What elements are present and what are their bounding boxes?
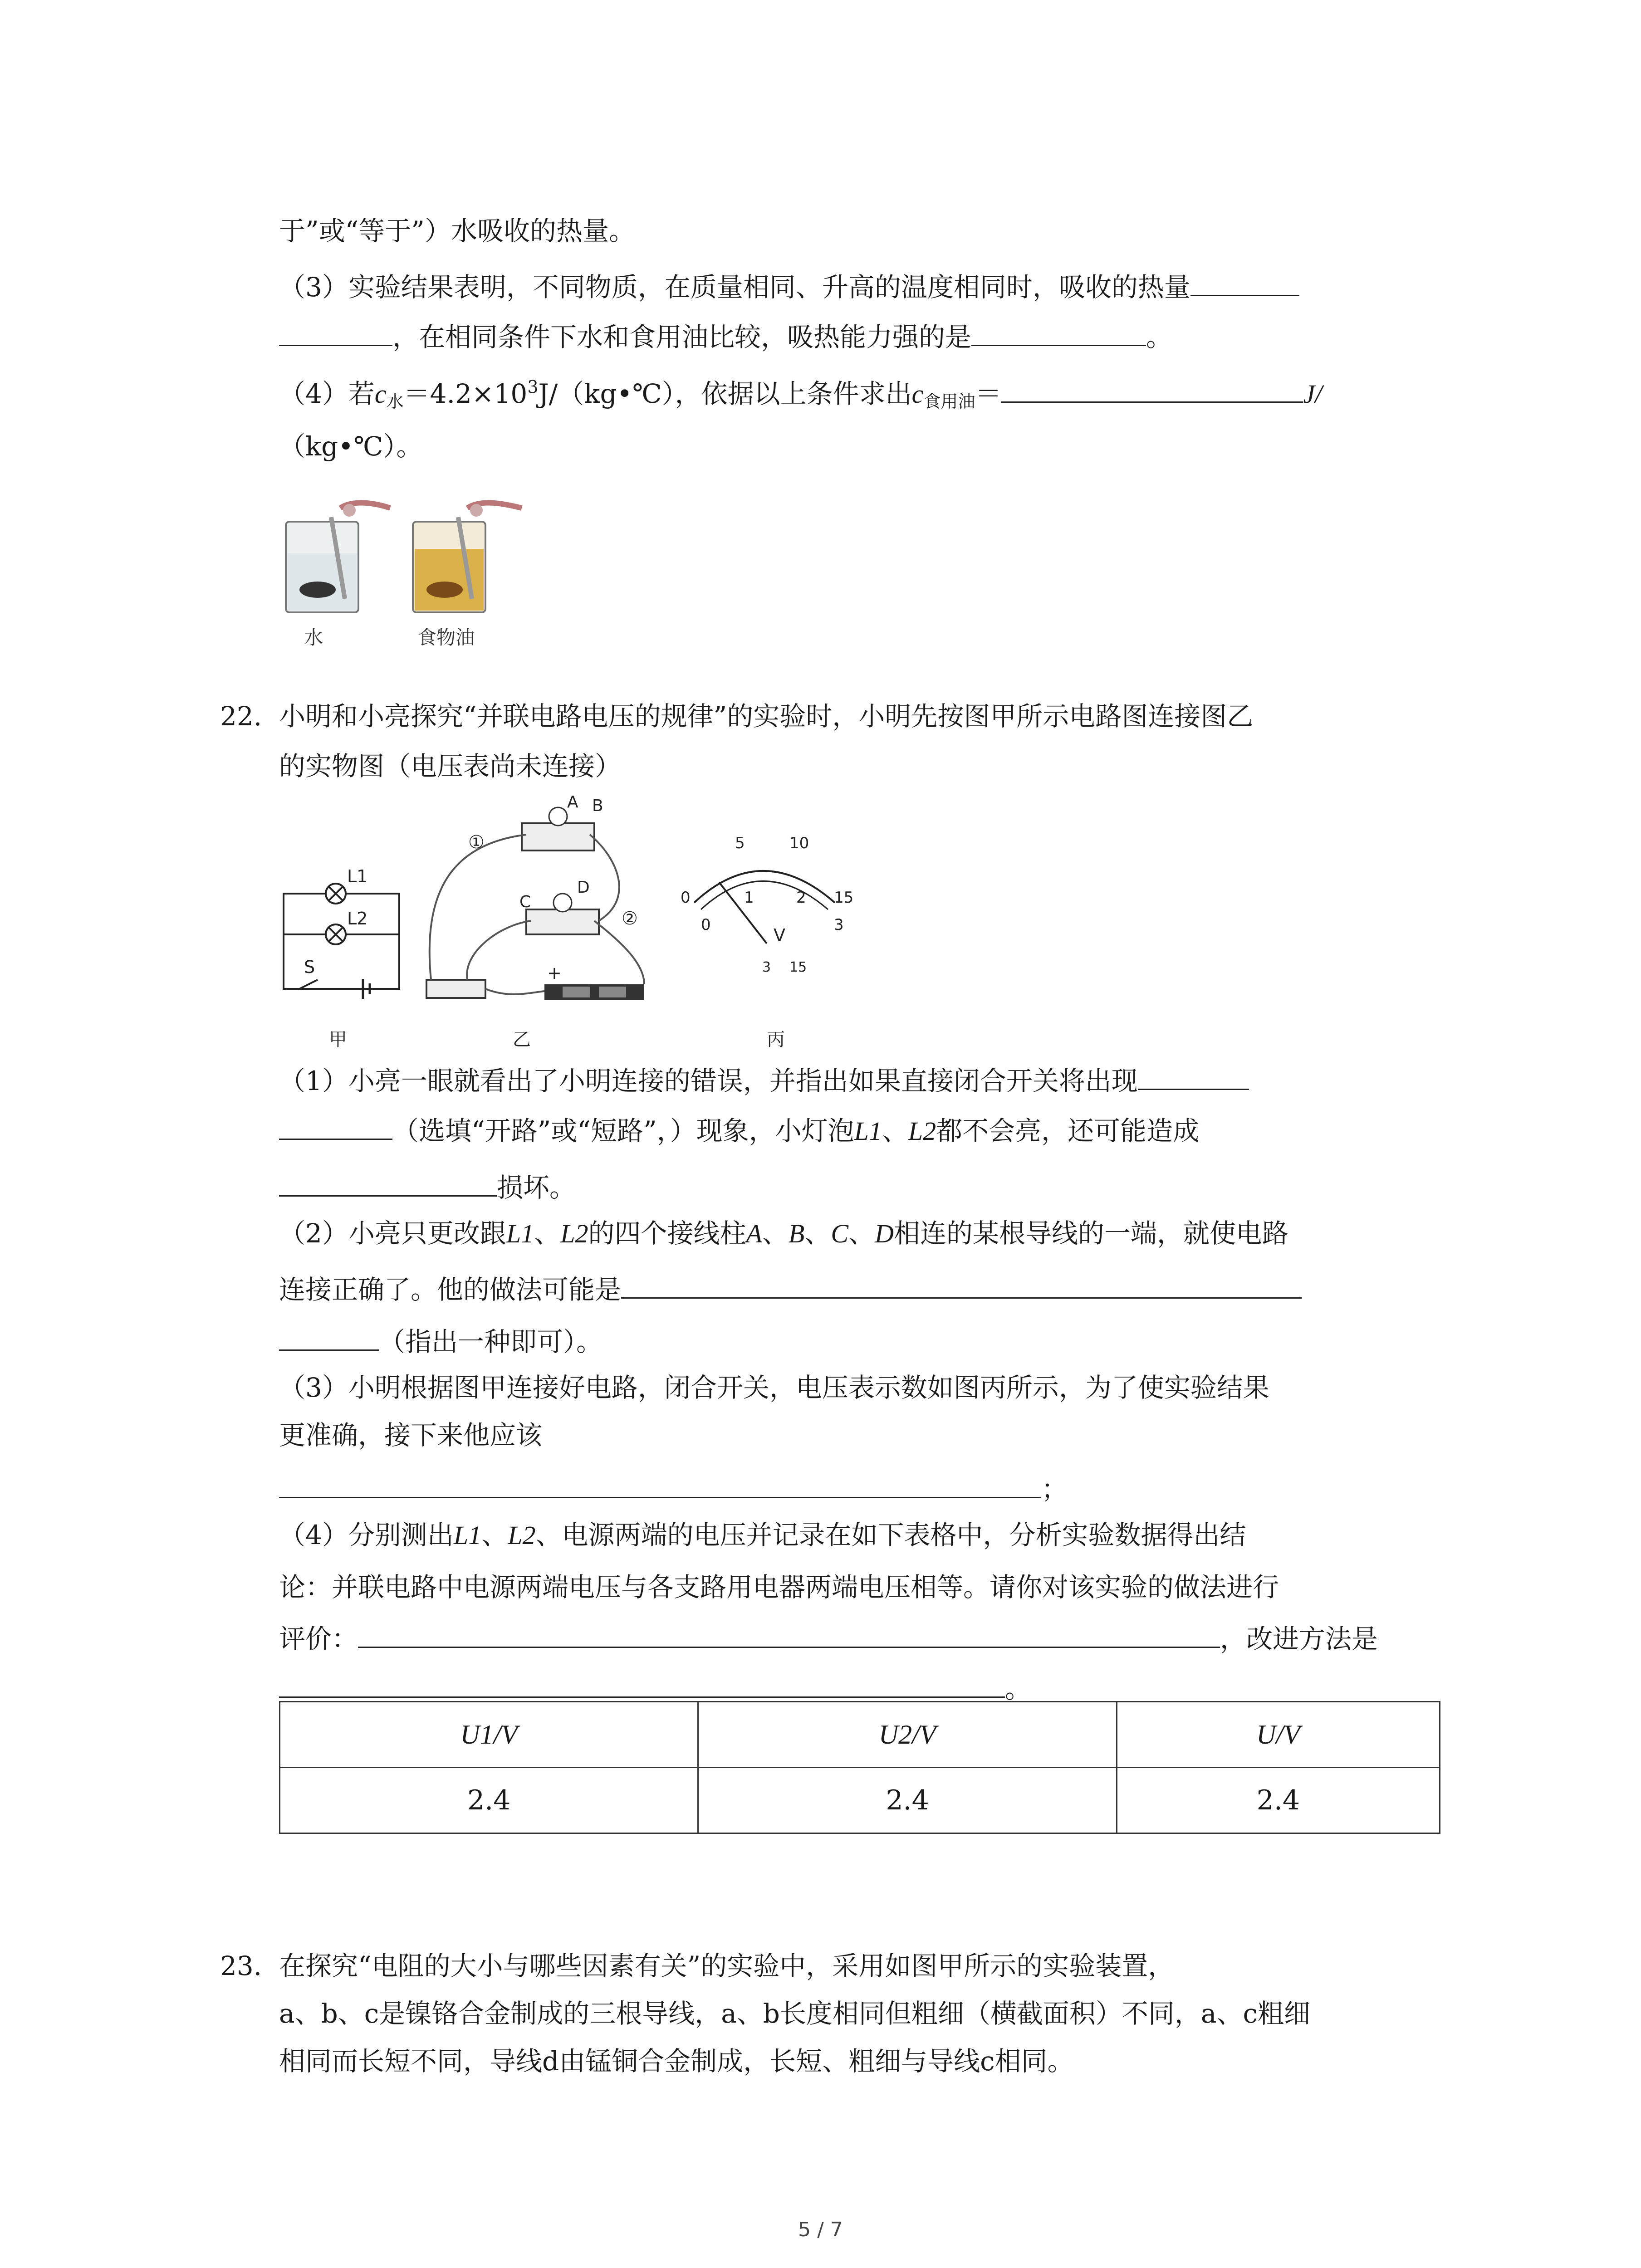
answer-blank[interactable] <box>279 1470 1041 1498</box>
q22-intro-line2: 的实物图（电压表尚未连接） <box>279 751 622 782</box>
answer-blank[interactable] <box>358 1619 1220 1648</box>
answer-blank[interactable] <box>1138 1061 1249 1090</box>
q21-part3-line2: ，在相同条件下水和食用油比较，吸热能力强的是 。 <box>279 318 1172 355</box>
dial-bottom-0: 0 <box>701 916 711 934</box>
q22-part4-line4: 。 <box>279 1669 1031 1706</box>
table-header-row <box>280 1702 1440 1768</box>
answer-blank[interactable] <box>279 318 392 346</box>
dial-top-5: 5 <box>735 834 745 852</box>
voltmeter-dial-bing <box>694 871 835 943</box>
q22-part1-line3: 损坏。 <box>279 1168 576 1205</box>
q22-part1-line2: （选填“开路”或“短路”，）现象，小灯泡L1、L2都不会亮，还可能造成 <box>279 1111 1199 1149</box>
label-L1: L1 <box>347 866 368 886</box>
table-header: U2/V <box>698 1702 1117 1768</box>
table-header: U/V <box>1117 1702 1440 1768</box>
beakers-figure <box>277 490 549 653</box>
question-number: 22. <box>220 701 262 732</box>
wire-label-2: ② <box>622 908 638 929</box>
oil-beaker <box>413 503 522 612</box>
answer-blank[interactable] <box>279 1111 392 1140</box>
q22-intro-line1: 小明和小亮探究“并联电路电压的规律”的实验时，小明先按图甲所示电路图连接图乙 <box>279 701 1254 732</box>
dial-top-0: 0 <box>681 889 691 907</box>
q22-part3-line3: ； <box>279 1470 1068 1507</box>
q21-part4-line1: （4）若$c_水=4.2\times 10^3J/(kg•℃)$，依据以上条件求出$c_{食用油}= J/$ <box>279 374 1322 412</box>
caption-yi: 乙 <box>513 1029 531 1050</box>
label-L2: L2 <box>347 909 368 929</box>
terminal-A: A <box>567 793 578 811</box>
figure-label-oil: 食物油 <box>417 626 475 649</box>
q22-part2-line1: （2）小亮只更改跟L1、L2的四个接线柱A、B、C、D相连的某根导线的一端，就使电路 <box>279 1218 1288 1249</box>
answer-blank[interactable] <box>1001 374 1303 403</box>
answer-blank[interactable] <box>279 1322 379 1351</box>
dial-top-15: 15 <box>834 889 854 907</box>
terminal-C: C <box>519 893 531 911</box>
q21-continuation: 于”或“等于”）水吸收的热量。 <box>279 215 635 246</box>
terminal-D: D <box>577 878 590 897</box>
terminal-3: 3 <box>762 959 771 975</box>
dial-bottom-2: 2 <box>796 889 806 907</box>
dial-bottom-1: 1 <box>744 889 754 907</box>
dial-bottom-3: 3 <box>834 916 844 934</box>
dial-unit-V: V <box>774 925 785 945</box>
caption-jia: 甲 <box>329 1029 347 1050</box>
q22-part2-line3: （指出一种即可）。 <box>279 1322 603 1359</box>
wire-label-1: ① <box>468 832 485 853</box>
page-number: 5 / 7 <box>798 2218 843 2241</box>
q22-part4-line2: 论：并联电路中电源两端电压与各支路用电器两端电压相等。请你对该实验的做法进行 <box>279 1572 1279 1603</box>
q22-part4-line1: （4）分别测出L1、L2、电源两端的电压并记录在如下表格中，分析实验数据得出结 <box>279 1520 1246 1550</box>
circuit-diagram-jia <box>284 884 399 999</box>
q22-part2-line2: 连接正确了。他的做法可能是 <box>279 1270 1302 1307</box>
circuit-figures <box>272 789 907 1057</box>
answer-blank[interactable] <box>1190 268 1299 296</box>
q22-part4-line3: 评价： ，改进方法是 <box>279 1619 1378 1657</box>
figure-label-water: 水 <box>304 626 323 649</box>
q22-part1-line1: （1）小亮一眼就看出了小明连接的错误，并指出如果直接闭合开关将出现 <box>279 1061 1249 1099</box>
table-cell: 2.4 <box>1117 1768 1440 1833</box>
label-S: S <box>304 957 315 977</box>
table-cell: 2.4 <box>280 1768 698 1833</box>
q22-part3-line2: 更准确，接下来他应该 <box>279 1420 543 1451</box>
answer-blank[interactable] <box>279 1669 1005 1698</box>
voltage-table <box>279 1701 1440 1834</box>
battery-plus: + <box>547 963 562 983</box>
q21-part3-line1: （3）实验结果表明，不同物质，在质量相同、升高的温度相同时，吸收的热量 <box>279 268 1299 305</box>
table-header: U1/V <box>280 1702 698 1768</box>
q23-line3: 相同而长短不同，导线d由锰铜合金制成，长短、粗细与导线c相同。 <box>279 2046 1074 2077</box>
answer-blank[interactable] <box>621 1270 1302 1299</box>
question-number: 23. <box>220 1950 262 1981</box>
q22-part3-line1: （3）小明根据图甲连接好电路，闭合开关，电压表示数如图丙所示，为了使实验结果 <box>279 1372 1269 1403</box>
dial-top-10: 10 <box>789 834 809 852</box>
terminal-B: B <box>592 797 603 815</box>
q21-part4-line2: （kg•℃）。 <box>279 431 423 462</box>
caption-bing: 丙 <box>767 1029 785 1050</box>
q23-line1: 在探究“电阻的大小与哪些因素有关”的实验中，采用如图甲所示的实验装置， <box>279 1950 1175 1981</box>
table-cell: 2.4 <box>698 1768 1117 1833</box>
water-beaker <box>286 503 390 612</box>
q23-line2: a、b、c是镍铬合金制成的三根导线，a、b长度相同但粗细（横截面积）不同，a、c粗细 <box>279 1998 1310 2029</box>
physical-wiring-yi <box>426 807 644 1000</box>
answer-blank[interactable] <box>279 1168 497 1197</box>
table-row <box>280 1768 1440 1833</box>
answer-blank[interactable] <box>971 318 1146 346</box>
terminal-15: 15 <box>789 959 807 975</box>
